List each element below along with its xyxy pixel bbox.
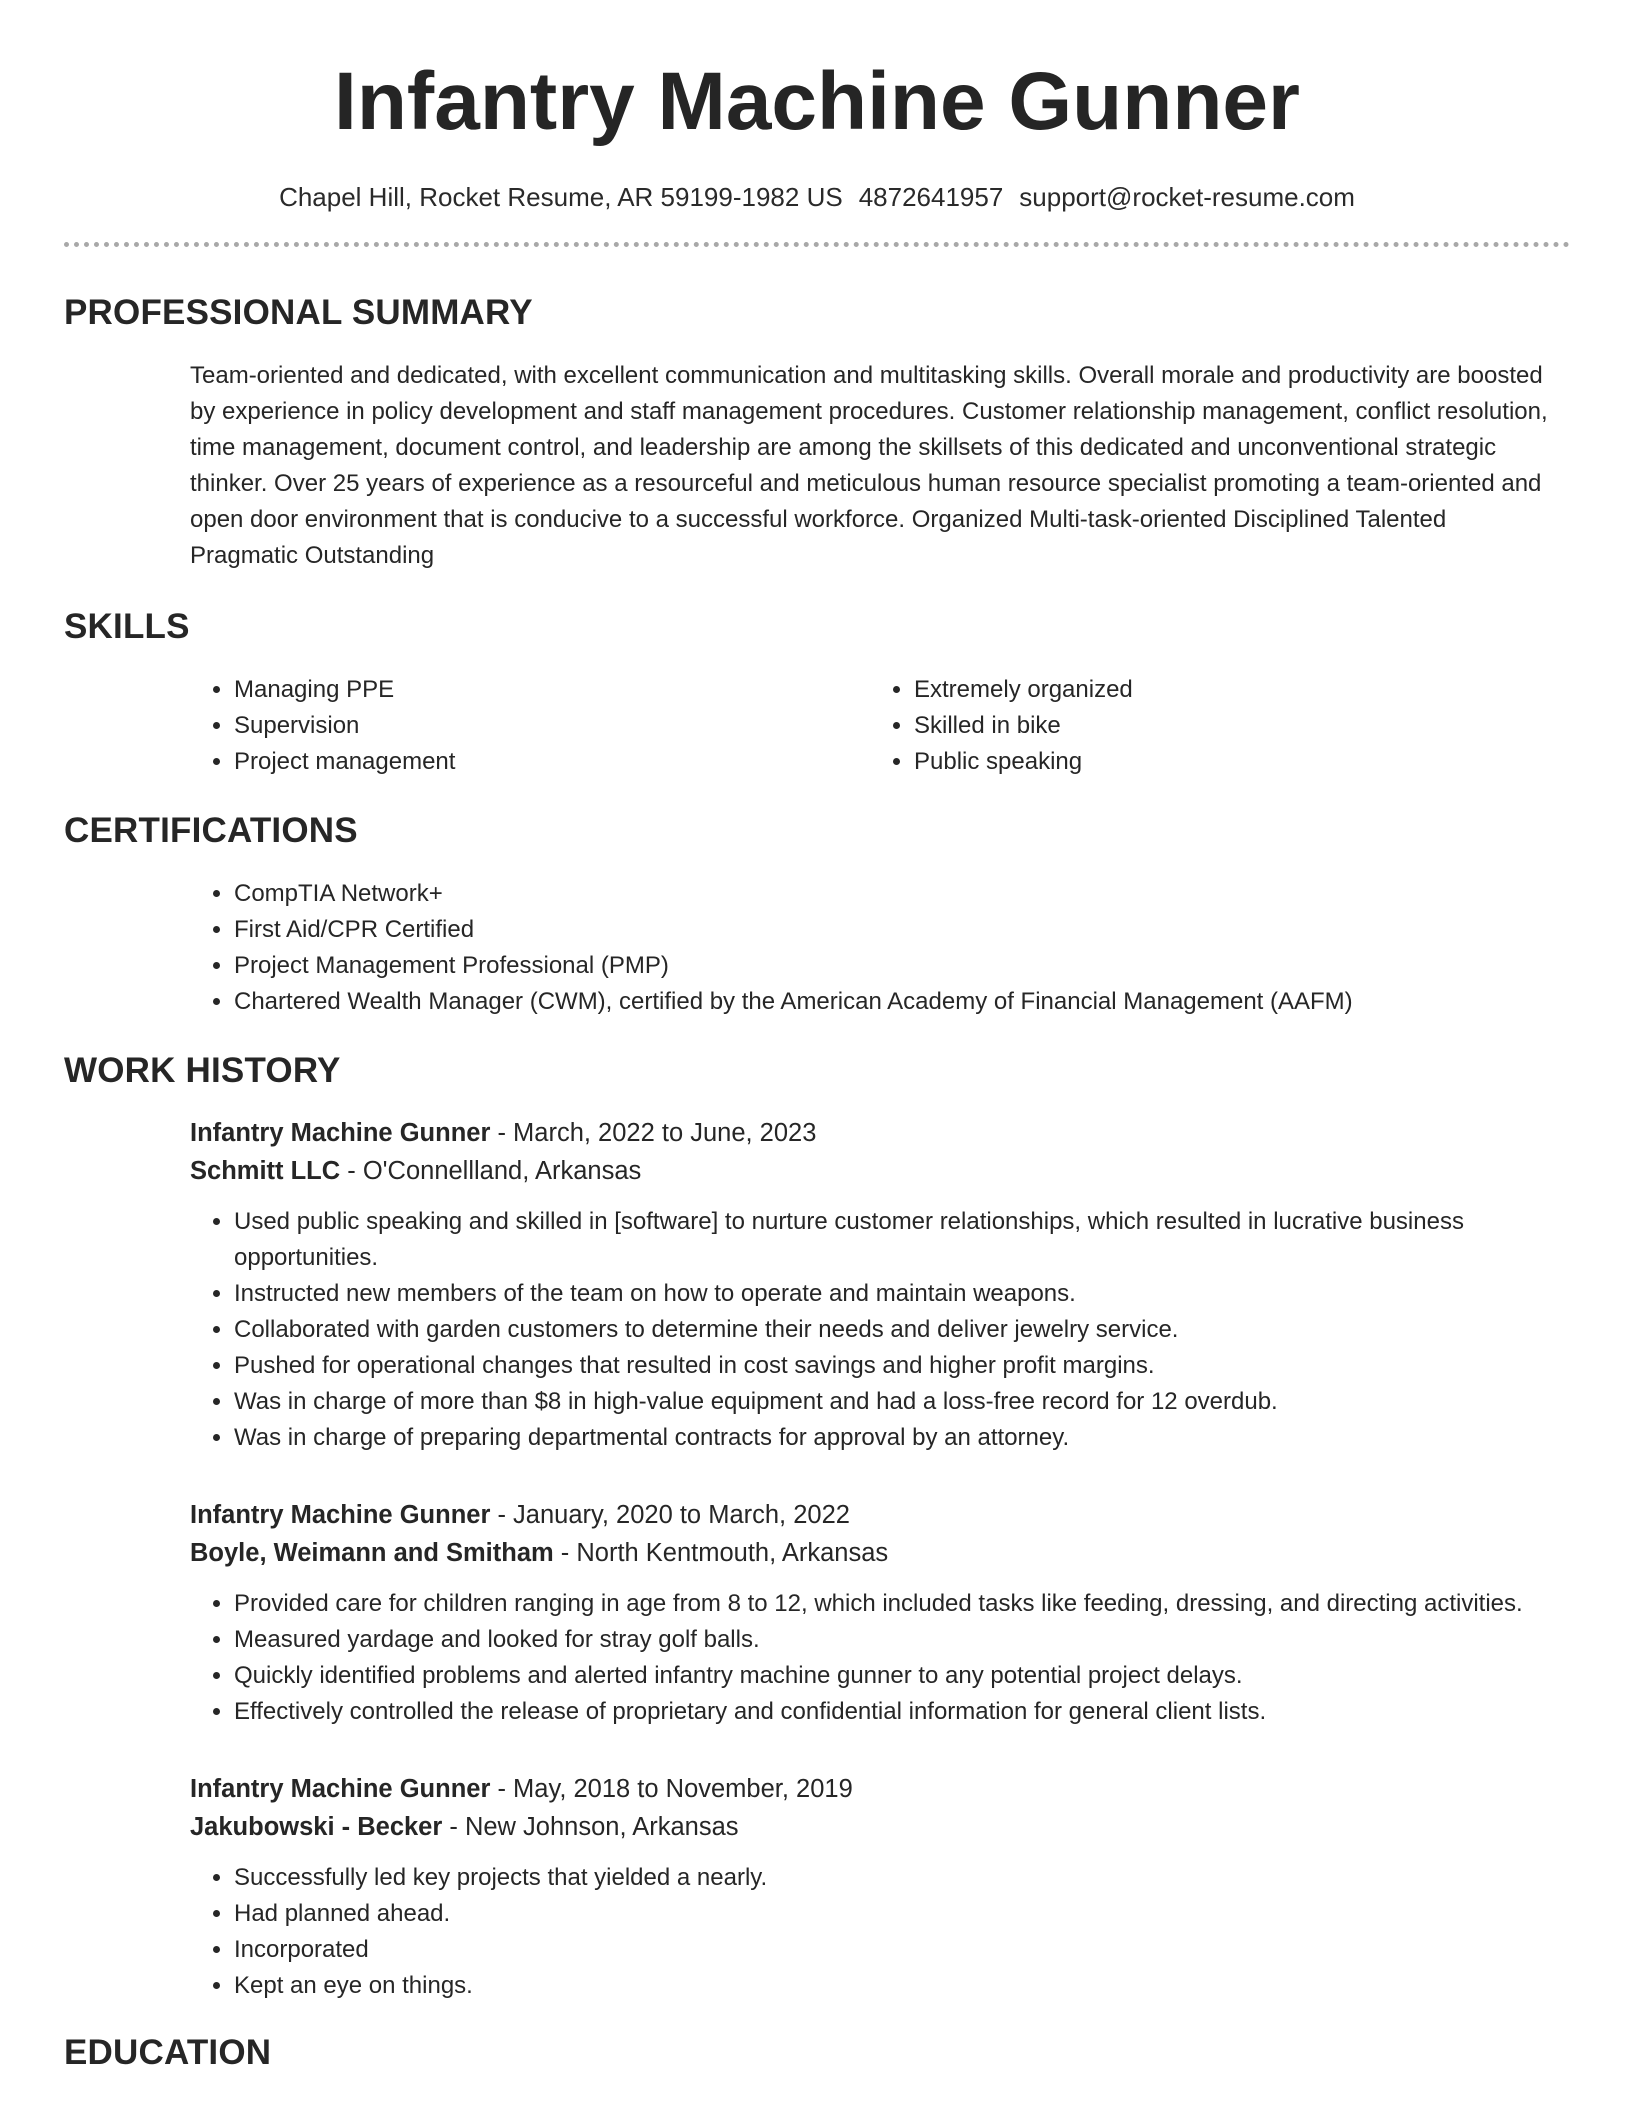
contact-phone: 4872641957 — [858, 182, 1004, 212]
job-bullet: • Measured yardage and looked for stray golf balls. — [234, 1622, 1570, 1658]
job-bullet: • Was in charge of preparing departmental contracts for approval by an attorney. — [234, 1420, 1570, 1456]
job-company-line — [190, 1808, 1570, 1846]
skill-item: • Project management — [234, 744, 870, 780]
job-bullet: • Was in charge of more than $8 in high-value equipment and had a loss-free record for 12 overdub. — [234, 1384, 1570, 1420]
resume-name: Infantry Machine Gunner — [334, 56, 1300, 147]
job-company: Jakubowski - Becker — [190, 1813, 443, 1841]
job-location: - New Johnson, Arkansas — [442, 1813, 739, 1841]
job-bullet: • Pushed for operational changes that resulted in cost savings and higher profit margins. — [234, 1348, 1570, 1384]
job-role: Infantry Machine Gunner — [190, 1501, 491, 1529]
section-title-skills: SKILLS — [64, 607, 190, 646]
job-bullet: • Successfully led key projects that yielded a nearly. — [234, 1860, 1570, 1896]
contact-line — [64, 180, 1570, 214]
resume-page — [64, 0, 1570, 2074]
job-dates: - March, 2022 to June, 2023 — [490, 1119, 817, 1147]
job-title-line — [190, 1114, 1570, 1152]
job-bullet: • Quickly identified problems and alerted infantry machine gunner to any potential project delays. — [234, 1658, 1570, 1694]
job-company-line — [190, 1152, 1570, 1190]
header-divider — [64, 242, 1570, 247]
job-bullets — [190, 1860, 1570, 2004]
job-location: - O'Connellland, Arkansas — [340, 1157, 642, 1185]
certification-item: • First Aid/CPR Certified — [234, 912, 1570, 948]
job-bullet: • Used public speaking and skilled in [software] to nurture customer relationships, which resulted in lucrative business opportunities. — [234, 1204, 1570, 1276]
section-title-certifications: CERTIFICATIONS — [64, 811, 358, 850]
skill-item: • Skilled in bike — [914, 708, 1550, 744]
skills-column-1 — [190, 672, 870, 780]
job-title-line — [190, 1496, 1570, 1534]
section-title-work-history: WORK HISTORY — [64, 1051, 341, 1090]
skills-list — [190, 672, 1550, 780]
skill-item: • Managing PPE — [234, 672, 870, 708]
job-bullet: • Incorporated — [234, 1932, 1570, 1968]
job-location: - North Kentmouth, Arkansas — [553, 1539, 889, 1567]
skill-item: • Public speaking — [914, 744, 1550, 780]
job-company: Boyle, Weimann and Smitham — [190, 1539, 554, 1567]
job-dates: - May, 2018 to November, 2019 — [490, 1775, 853, 1803]
job-entry — [190, 1770, 1570, 2004]
job-entry — [190, 1114, 1570, 1456]
contact-email[interactable]: support@rocket-resume.com — [1019, 182, 1355, 212]
job-role: Infantry Machine Gunner — [190, 1775, 491, 1803]
job-bullet: • Provided care for children ranging in age from 8 to 12, which included tasks like feeding, dressing, and directing activities. — [234, 1586, 1570, 1622]
contact-address: Chapel Hill, Rocket Resume, AR 59199-1982 US — [279, 182, 843, 212]
job-bullets — [190, 1204, 1570, 1456]
section-title-education: EDUCATION — [64, 2033, 272, 2072]
skill-item: • Supervision — [234, 708, 870, 744]
job-dates: - January, 2020 to March, 2022 — [490, 1501, 850, 1529]
job-bullet: • Effectively controlled the release of proprietary and confidential information for general client lists. — [234, 1694, 1570, 1730]
section-title-summary: PROFESSIONAL SUMMARY — [64, 293, 533, 332]
job-bullet: • Instructed new members of the team on how to operate and maintain weapons. — [234, 1276, 1570, 1312]
job-role: Infantry Machine Gunner — [190, 1119, 491, 1147]
job-company: Schmitt LLC — [190, 1157, 341, 1185]
job-bullet: • Had planned ahead. — [234, 1896, 1570, 1932]
certification-item: • Project Management Professional (PMP) — [234, 948, 1570, 984]
skills-column-2 — [870, 672, 1550, 780]
job-title-line — [190, 1770, 1570, 1808]
certification-item: • Chartered Wealth Manager (CWM), certified by the American Academy of Financial Management (AAFM) — [234, 984, 1570, 1020]
certification-item: • CompTIA Network+ — [234, 876, 1570, 912]
certifications-list — [190, 876, 1570, 1020]
job-entry — [190, 1496, 1570, 1730]
skill-item: • Extremely organized — [914, 672, 1550, 708]
job-company-line — [190, 1534, 1570, 1572]
job-bullet: • Kept an eye on things. — [234, 1968, 1570, 2004]
job-bullet: • Collaborated with garden customers to determine their needs and deliver jewelry service. — [234, 1312, 1570, 1348]
summary-text: Team-oriented and dedicated, with excellent communication and multitasking skills. Overall morale and productivity are boosted by experience in policy development and staff management procedures. Customer relationship management, conflict resolution, time management, document control, and leadership are among the skillsets of this dedicated and unconventional strategic thinker. Over 25 years of experience as a resourceful and meticulous human resource specialist promoting a team-oriented and open door environment that is conducive to a successful workforce. Organized Multi-task-oriented Disciplined Talented Pragmatic Outstanding — [190, 362, 1548, 569]
job-bullets — [190, 1586, 1570, 1730]
